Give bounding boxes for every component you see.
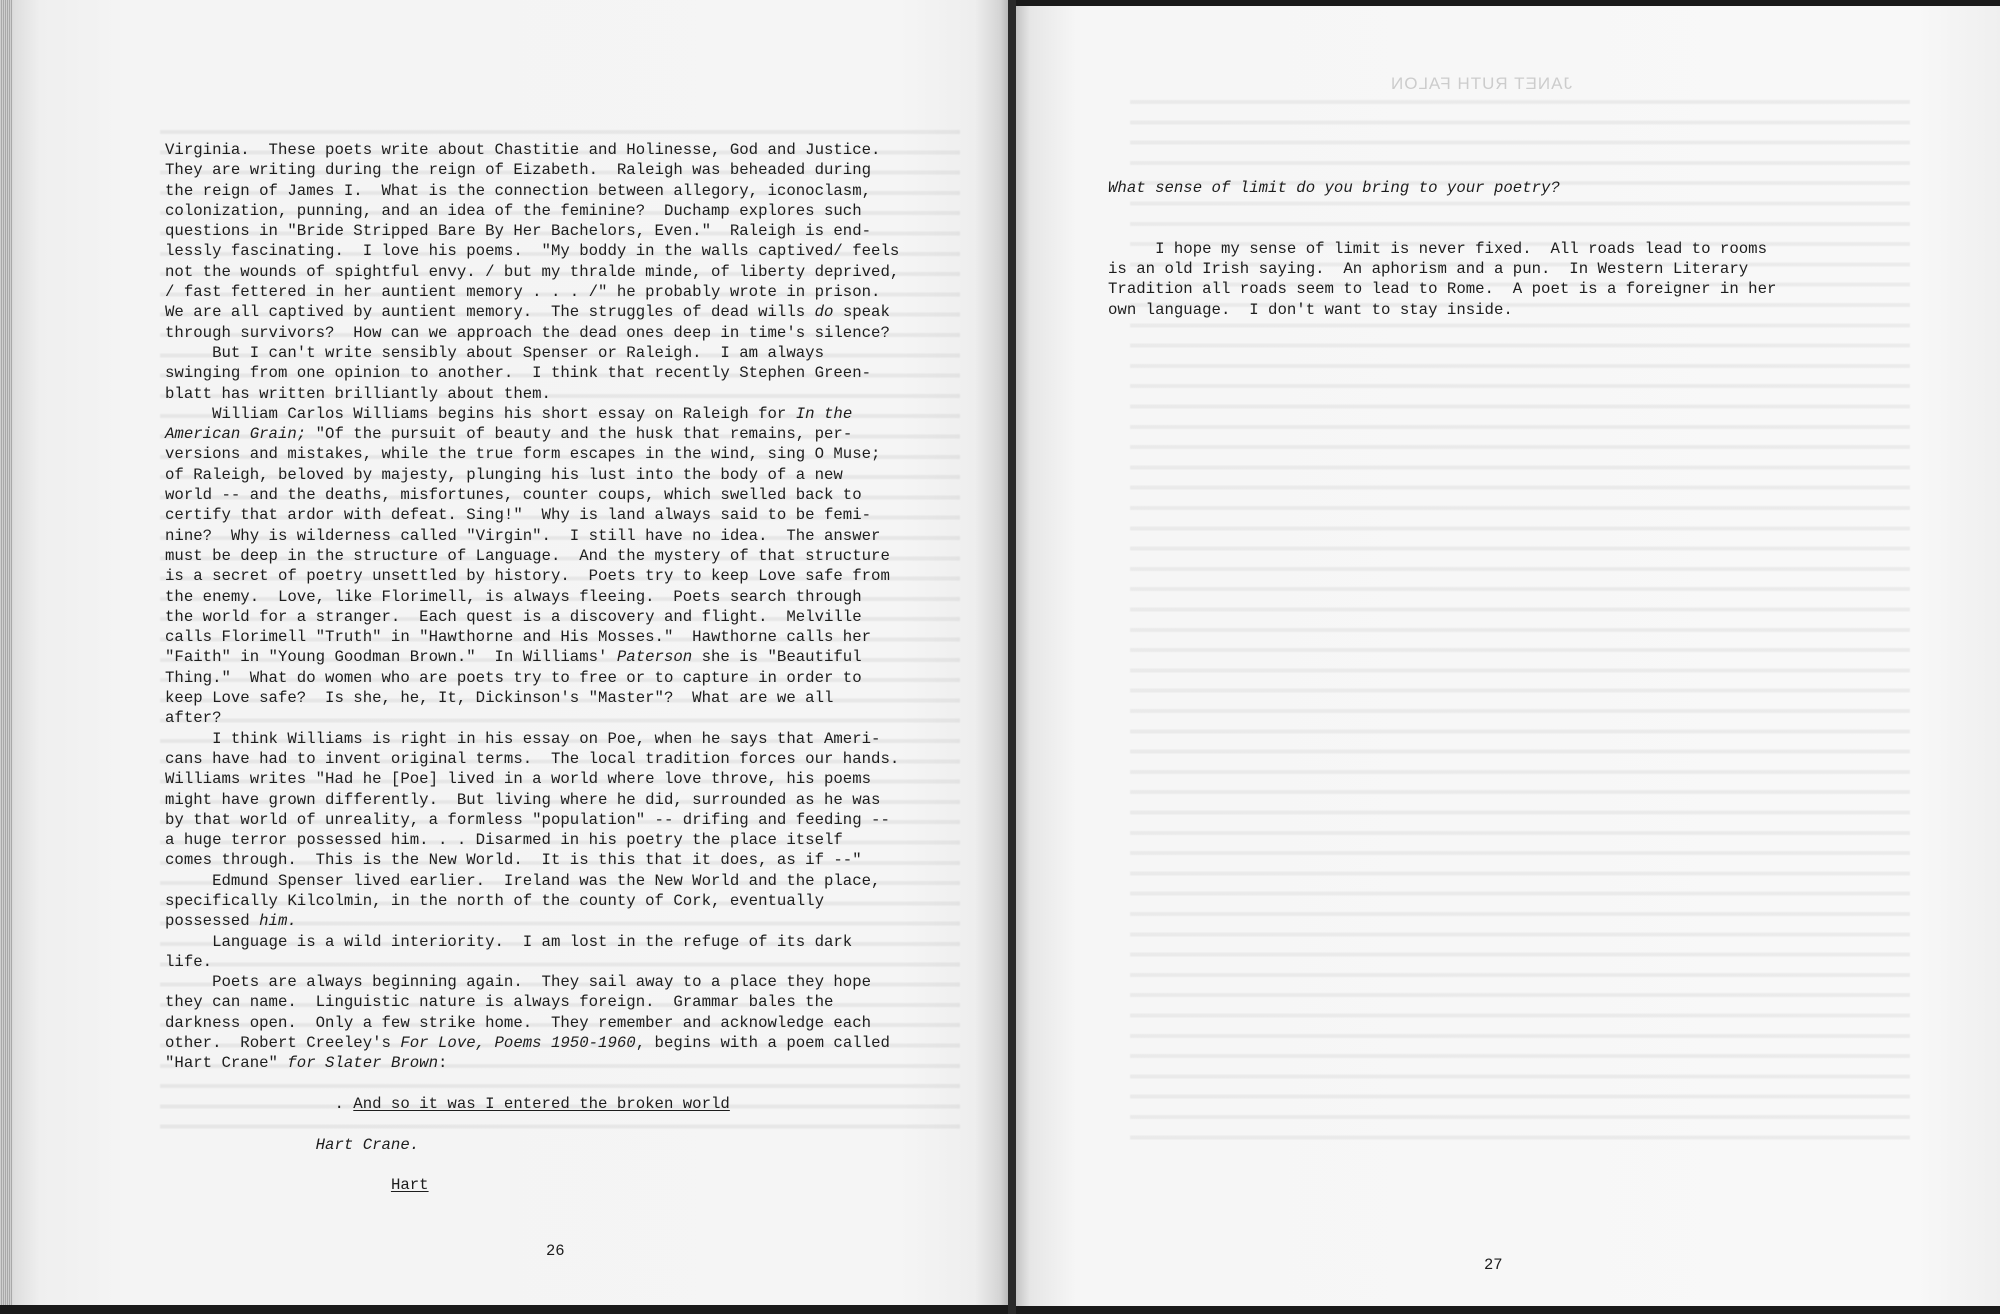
left-page-body bbox=[165, 140, 899, 1195]
text-line bbox=[165, 607, 899, 627]
text-line bbox=[165, 1013, 899, 1033]
text-run: They are writing during the reign of Eizabeth. Raleigh was beheaded during bbox=[165, 161, 872, 180]
text-run: of Raleigh, beloved by majesty, plunging his lust into the body of a new bbox=[165, 465, 843, 484]
text-line bbox=[165, 1094, 899, 1114]
text-line bbox=[1108, 300, 1776, 320]
text-run: calls Florimell "Truth" in "Hawthorne and His Mosses." Hawthorne calls her bbox=[165, 628, 872, 647]
text-line bbox=[165, 749, 899, 769]
text-line bbox=[1108, 259, 1776, 279]
text-run: she is "Beautiful bbox=[692, 648, 862, 667]
text-line bbox=[165, 363, 899, 383]
text-run: the world for a stranger. Each quest is a discovery and flight. Melville bbox=[165, 607, 862, 626]
text-run: by that world of unreality, a formless "population" -- drifing and feeding -- bbox=[165, 810, 890, 829]
text-run: darkness open. Only a few strike home. They remember and acknowledge each bbox=[165, 1013, 872, 1032]
text-run: might have grown differently. But living where he did, surrounded as he was bbox=[165, 790, 881, 809]
text-run: they can name. Linguistic nature is always foreign. Grammar bales the bbox=[165, 993, 834, 1012]
right-page-number: 27 bbox=[1484, 1256, 1503, 1274]
text-line bbox=[165, 485, 899, 505]
text-run: is a secret of poetry unsettled by history. Poets try to keep Love safe from bbox=[165, 567, 890, 586]
text-line bbox=[165, 140, 899, 160]
text-line bbox=[165, 262, 899, 282]
text-run: a huge terror possessed him. . . Disarmed in his poetry the place itself bbox=[165, 831, 843, 850]
text-run: "Faith" in "Young Goodman Brown." In Williams' bbox=[165, 648, 617, 667]
text-run: world -- and the deaths, misfortunes, counter coups, which swelled back to bbox=[165, 486, 862, 505]
text-run: through survivors? How can we approach the dead ones deep in time's silence? bbox=[165, 323, 890, 342]
book-gutter bbox=[1008, 0, 1016, 1314]
text-line bbox=[165, 201, 899, 221]
text-run: . bbox=[165, 1094, 354, 1113]
text-line bbox=[165, 688, 899, 708]
right-page-body bbox=[1108, 178, 1776, 320]
text-run bbox=[165, 1176, 391, 1194]
text-run: possessed bbox=[165, 912, 260, 931]
text-run: him. bbox=[259, 912, 297, 931]
text-line bbox=[165, 891, 899, 911]
text-line bbox=[165, 505, 899, 525]
text-run: swinging from one opinion to another. I think that recently Stephen Green- bbox=[165, 364, 872, 383]
text-run: But I can't write sensibly about Spenser or Raleigh. I am always bbox=[165, 343, 824, 362]
text-line bbox=[165, 668, 899, 688]
text-line bbox=[1108, 219, 1776, 239]
text-run: In the bbox=[795, 404, 853, 423]
text-line bbox=[165, 1175, 899, 1195]
text-line bbox=[165, 952, 899, 972]
text-run: comes through. This is the New World. It is this that it does, as if --" bbox=[165, 851, 862, 870]
text-run: : bbox=[438, 1054, 448, 1073]
text-line bbox=[165, 992, 899, 1012]
text-run: / fast fettered in her auntient memory . . . /" he probably wrote in prison. bbox=[165, 283, 881, 302]
text-line bbox=[165, 810, 899, 830]
text-line bbox=[165, 384, 899, 404]
text-run: speak bbox=[833, 303, 890, 322]
text-line bbox=[165, 343, 899, 363]
text-run: We are all captived by auntient memory. The struggles of dead wills bbox=[165, 303, 815, 322]
text-line bbox=[165, 241, 899, 261]
text-run: nine? Why is wilderness called "Virgin". I still have no idea. The answer bbox=[165, 526, 881, 545]
text-run: What sense of limit bbox=[1108, 179, 1297, 197]
text-run: do you bring to your poetry? bbox=[1296, 179, 1560, 197]
text-line bbox=[165, 1155, 899, 1175]
text-run: William Carlos Williams begins his short essay on Raleigh for bbox=[165, 404, 796, 423]
text-run: "Of the pursuit of beauty and the husk that remains, per- bbox=[306, 425, 853, 444]
text-line bbox=[165, 850, 899, 870]
left-page-number: 26 bbox=[546, 1242, 565, 1260]
text-run: cans have had to invent original terms. The local tradition forces our hands. bbox=[165, 749, 900, 768]
text-line bbox=[1108, 279, 1776, 299]
text-line bbox=[165, 1033, 899, 1053]
text-run: "Hart Crane" bbox=[165, 1054, 288, 1073]
text-run: For Love, Poems 1950-1960 bbox=[400, 1034, 636, 1053]
text-run: own language. I don't want to stay inside. bbox=[1108, 300, 1513, 319]
text-run: blatt has written brilliantly about them. bbox=[165, 384, 551, 403]
text-line bbox=[165, 566, 899, 586]
text-run: certify that ardor with defeat. Sing!" Why is land always said to be femi- bbox=[165, 506, 872, 525]
text-run: Language is a wild interiority. I am lost in the refuge of its dark bbox=[165, 932, 853, 951]
text-line bbox=[165, 1114, 899, 1134]
text-run: after? bbox=[165, 709, 222, 728]
text-run: Hart bbox=[390, 1176, 429, 1195]
text-line bbox=[165, 871, 899, 891]
text-run: must be deep in the structure of Language. And the mystery of that structure bbox=[165, 546, 890, 565]
text-line bbox=[165, 972, 899, 992]
text-line bbox=[1108, 198, 1776, 218]
text-line bbox=[165, 404, 899, 424]
text-line bbox=[165, 302, 899, 322]
text-run: Edmund Spenser lived earlier. Ireland was the New World and the place, bbox=[165, 871, 881, 890]
text-line bbox=[165, 627, 899, 647]
text-run: questions in "Bride Stripped Bare By Her Bachelors, Even." Raleigh is end- bbox=[165, 222, 872, 241]
text-run: American Grain; bbox=[165, 425, 307, 444]
text-run: Williams writes "Had he [Poe] lived in a world where love throve, his poems bbox=[165, 770, 872, 789]
text-run: keep Love safe? Is she, he, It, Dickinson's "Master"? What are we all bbox=[165, 689, 834, 708]
text-run: Thing." What do women who are poets try to free or to capture in order to bbox=[165, 668, 862, 687]
text-line bbox=[165, 708, 899, 728]
text-line bbox=[165, 444, 899, 464]
text-run: is an old Irish saying. An aphorism and a pun. In Western Literary bbox=[1108, 260, 1749, 279]
text-run: specifically Kilcolmin, in the north of the county of Cork, eventually bbox=[165, 891, 824, 910]
text-run: for Slater Brown bbox=[287, 1054, 439, 1073]
text-run: other. Robert Creeley's bbox=[165, 1034, 401, 1053]
text-run: I hope my sense of limit is never fixed. All roads lead to rooms bbox=[1108, 239, 1767, 258]
text-line bbox=[165, 1053, 899, 1073]
text-line bbox=[165, 424, 899, 444]
text-line bbox=[165, 1135, 899, 1155]
text-run: versions and mistakes, while the true form escapes in the wind, sing O Muse; bbox=[165, 445, 881, 464]
text-line bbox=[165, 1074, 899, 1094]
text-run: Tradition all roads seem to lead to Rome. A poet is a foreigner in her bbox=[1108, 280, 1777, 299]
text-run: do bbox=[814, 303, 834, 322]
text-line bbox=[165, 790, 899, 810]
text-line bbox=[165, 526, 899, 546]
text-line bbox=[165, 647, 899, 667]
text-run: the enemy. Love, like Florimell, is always fleeing. Poets search through bbox=[165, 587, 862, 606]
text-run: Virginia. These poets write about Chastitie and Holinesse, God and Justice. bbox=[165, 141, 881, 159]
text-line bbox=[165, 181, 899, 201]
bleed-through-header: JANET RUTH FALON bbox=[1390, 74, 1572, 93]
text-line bbox=[165, 769, 899, 789]
page-edges bbox=[0, 0, 12, 1305]
text-line bbox=[1108, 239, 1776, 259]
text-line bbox=[165, 323, 899, 343]
text-run: Hart Crane. bbox=[165, 1135, 420, 1154]
text-run: Poets are always beginning again. They sail away to a place they hope bbox=[165, 973, 872, 992]
text-run: , begins with a poem called bbox=[635, 1034, 890, 1053]
text-line bbox=[165, 160, 899, 180]
text-line bbox=[1108, 178, 1776, 198]
text-line bbox=[165, 282, 899, 302]
text-line bbox=[165, 729, 899, 749]
text-run: I think Williams is right in his essay on Poe, when he says that Ameri- bbox=[165, 729, 881, 748]
text-run: And so it was I entered the broken world bbox=[353, 1094, 730, 1113]
text-run: life. bbox=[165, 952, 213, 971]
text-line bbox=[165, 546, 899, 566]
text-line bbox=[165, 911, 899, 931]
text-run: colonization, punning, and an idea of the feminine? Duchamp explores such bbox=[165, 201, 862, 220]
text-line bbox=[165, 587, 899, 607]
text-line bbox=[165, 932, 899, 952]
text-run: lessly fascinating. I love his poems. "My boddy in the walls captived/ feels bbox=[165, 242, 900, 261]
text-line bbox=[165, 221, 899, 241]
text-line bbox=[165, 465, 899, 485]
text-line bbox=[165, 830, 899, 850]
text-run: the reign of James I. What is the connection between allegory, iconoclasm, bbox=[165, 181, 872, 200]
text-run: Paterson bbox=[616, 648, 693, 667]
text-run: not the wounds of spightful envy. / but my thralde minde, of liberty deprived, bbox=[165, 262, 900, 281]
